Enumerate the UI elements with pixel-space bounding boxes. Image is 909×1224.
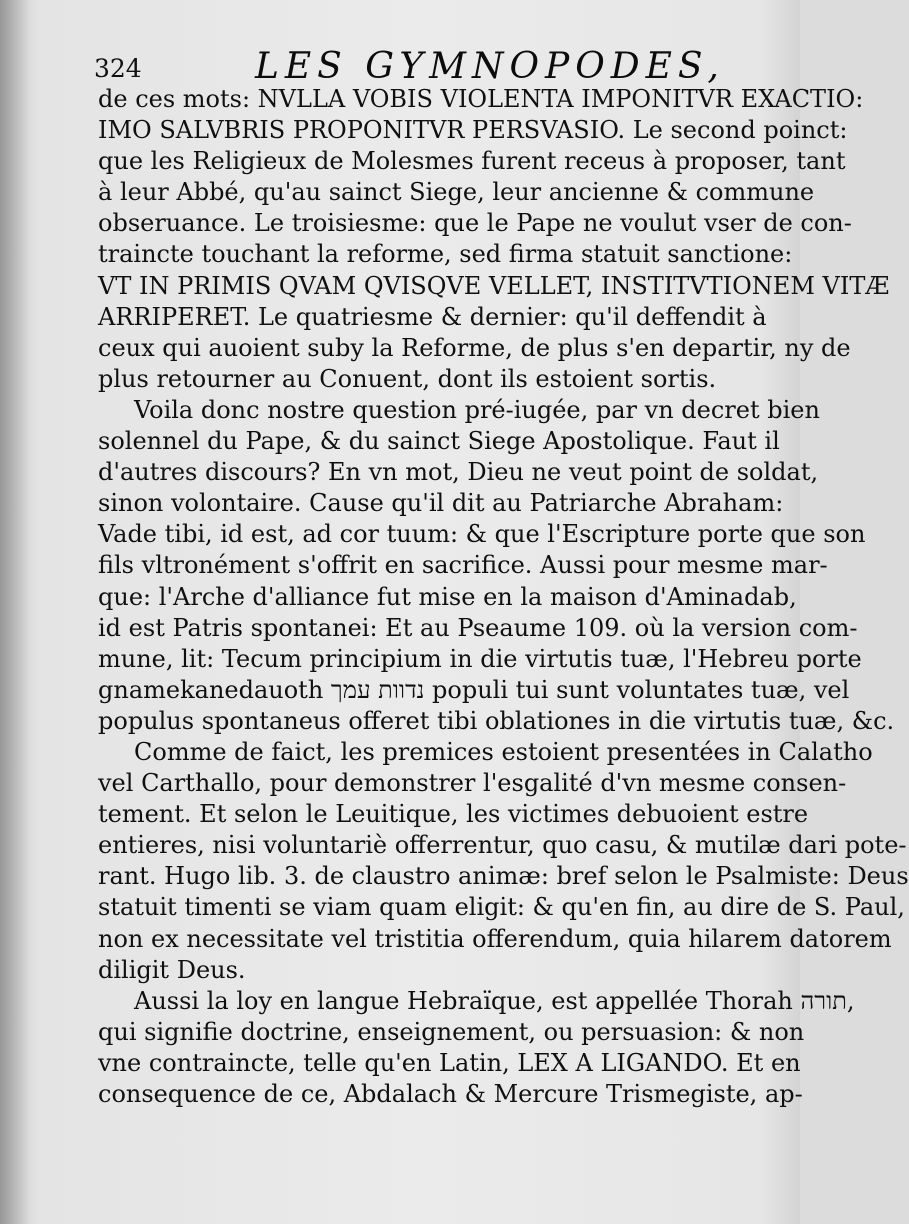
text-line: Aussi la loy en langue Hebraïque, est appellée Thorah תורה, <box>134 986 855 1015</box>
body-text <box>98 84 909 1110</box>
text-line: à leur Abbé, qu'au sainct Siege, leur ancienne & commune <box>98 178 815 207</box>
text-line: vel Carthallo, pour demonstrer l'esgalité d'vn mesme consen- <box>98 769 847 798</box>
text-line: que: l'Arche d'alliance fut mise en la maison d'Aminadab, <box>98 582 797 611</box>
running-head <box>90 44 750 88</box>
text-line: qui signifie doctrine, enseignement, ou persuasion: & non <box>98 1017 805 1046</box>
text-line: ceux qui auoient suby la Reforme, de plus s'en departir, ny de <box>98 333 851 362</box>
text-line: d'autres discours? En vn mot, Dieu ne veut point de soldat, <box>98 458 819 487</box>
text-line: IMO SALVBRIS PROPONITVR PERSVASIO. Le second poinct: <box>98 116 848 145</box>
text-line: non ex necessitate vel tristitia offerendum, quia hilarem datorem <box>98 924 892 953</box>
text-line: solennel du Pape, & du sainct Siege Apostolique. Faut il <box>98 427 780 456</box>
text-line: sinon volontaire. Cause qu'il dit au Patriarche Abraham: <box>98 489 784 518</box>
text-line: id est Patris spontanei: Et au Pseaume 109. où la version com- <box>98 613 858 642</box>
text-line: Vade tibi, id est, ad cor tuum: & que l'Escripture porte que son <box>98 520 866 549</box>
text-line: Voila donc nostre question pré-iugée, par vn decret bien <box>134 395 820 424</box>
text-line: populus spontaneus offeret tibi oblationes in die virtutis tuæ, &c. <box>98 706 895 735</box>
text-line: que les Religieux de Molesmes furent receus à proposer, tant <box>98 147 846 176</box>
text-line: gnamekanedauoth נדוות עמך populi tui sunt voluntates tuæ, vel <box>98 675 850 704</box>
running-title: LES GYMNOPODES, <box>255 46 725 87</box>
text-line: mune, lit: Tecum principium in die virtutis tuæ, l'Hebreu porte <box>98 644 862 673</box>
text-line: ARRIPERET. Le quatriesme & dernier: qu'il deffendit à <box>98 302 767 331</box>
text-line: Comme de faict, les premices estoient presentées in Calatho <box>134 737 873 766</box>
page-number: 324 <box>94 54 142 83</box>
text-line: obseruance. Le troisiesme: que le Pape ne voulut vser de con- <box>98 209 852 238</box>
text-line: de ces mots: NVLLA VOBIS VIOLENTA IMPONITVR EXACTIO: <box>98 85 864 113</box>
gutter-shadow <box>0 0 30 1224</box>
text-line: entieres, nisi voluntariè offerrentur, quo casu, & mutilæ dari pote- <box>98 831 907 860</box>
text-line: vne contraincte, telle qu'en Latin, LEX A LIGANDO. Et en <box>98 1048 801 1077</box>
text-line: trainctе touchant la reforme, sed firma statuit sanctione: <box>98 240 793 269</box>
text-line: diligit Deus. <box>98 955 246 984</box>
text-line: VT IN PRIMIS QVAM QVISQVE VELLET, INSTITVTIONEM VITÆ <box>98 271 890 300</box>
text-line: fils vltronément s'offrit en sacrifice. Aussi pour mesme mar- <box>98 551 828 580</box>
text-line: rant. Hugo lib. 3. de claustro animæ: bref selon le Psalmiste: Deus <box>98 862 909 891</box>
text-line: tement. Et selon le Leuitique, les victimes debuoient estre <box>98 800 809 829</box>
text-line: plus retourner au Conuent, dont ils estoient sortis. <box>98 364 717 393</box>
text-line: consequence de ce, Abdalach & Mercure Trismegiste, ap- <box>98 1080 803 1108</box>
text-line: statuit timenti se viam quam eligit: & qu'en fin, au dire de S. Paul, <box>98 893 905 922</box>
